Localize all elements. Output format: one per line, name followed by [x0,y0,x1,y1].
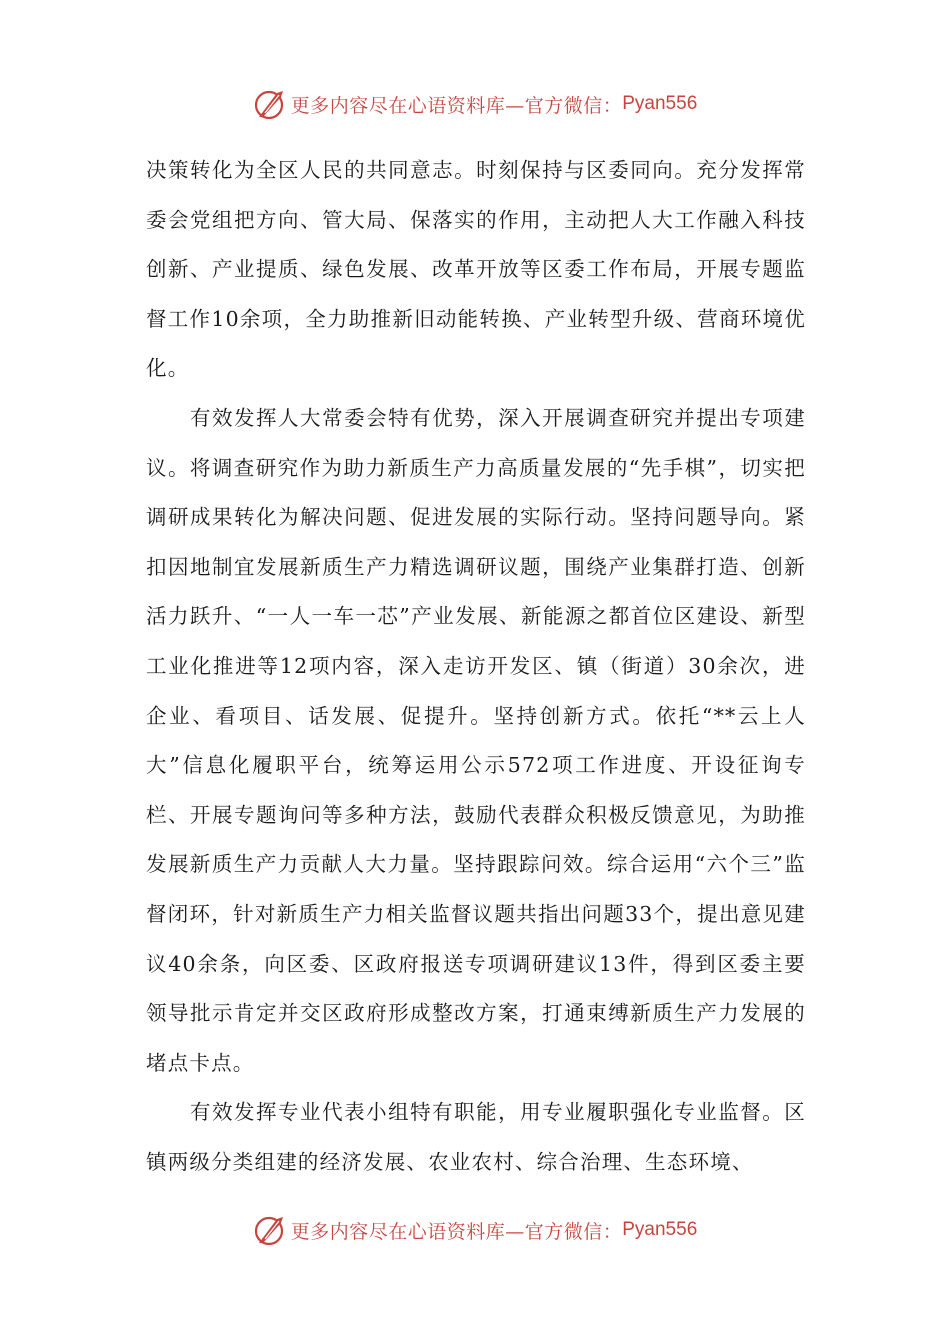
wechat-id: Pyan556 [622,93,698,114]
paragraph-continued: 决策转化为全区人民的共同意志。时刻保持与区委同向。充分发挥常委会党组把方向、管大局、保落实的作用，主动把人大工作融入科技创新、产业提质、绿色发展、改革开放等区委工作布局，开展专题监督工作10余项，全力助推新旧动能转换、产业转型升级、营商环境优化。 [146,158,806,381]
quill-logo-icon [253,87,287,121]
paragraph: 有效发挥人大常委会特有优势，深入开展调查研究并提出专项建议。将调查研究作为助力新质生产力高质量发展的“先手棋”，切实把调研成果转化为解决问题、促进发展的实际行动。坚持问题导向。紧扣因地制宜发展新质生产力精选调研议题，围绕产业集群打造、创新活力跃升、“一人一车一芯”产业发展、新能源之都首位区建设、新型工业化推进等12项内容，深入走访开发区、镇（街道）30余次，进企业、看项目、话发展、促提升。坚持创新方式。依托“**云上人大”信息化履职平台，统筹运用公示572项工作进度、开设征询专栏、开展专题询问等多种方法，鼓励代表群众积极反馈意见，为助推发展新质生产力贡献人大力量。坚持跟踪问效。综合运用“六个三”监督闭环，针对新质生产力相关监督议题共指出问题33个，提出意见建议40余条，向区委、区政府报送专项调研建议13件，得到区委主要领导批示肯定并交区政府形成整改方案，打通束缚新质生产力发展的堵点卡点。 [146,405,806,1075]
document-body [146,146,806,1187]
banner-text: 更多内容尽在心语资料库—官方微信： [290,1220,623,1243]
wechat-id: Pyan556 [622,1219,698,1240]
quill-logo-icon [253,1213,287,1247]
banner-text: 更多内容尽在心语资料库—官方微信： [290,94,623,117]
header-banner [0,86,950,122]
footer-banner [0,1212,950,1248]
paragraph: 有效发挥专业代表小组特有职能，用专业履职强化专业监督。区镇两级分类组建的经济发展、农业农村、综合治理、生态环境、 [146,1100,806,1174]
